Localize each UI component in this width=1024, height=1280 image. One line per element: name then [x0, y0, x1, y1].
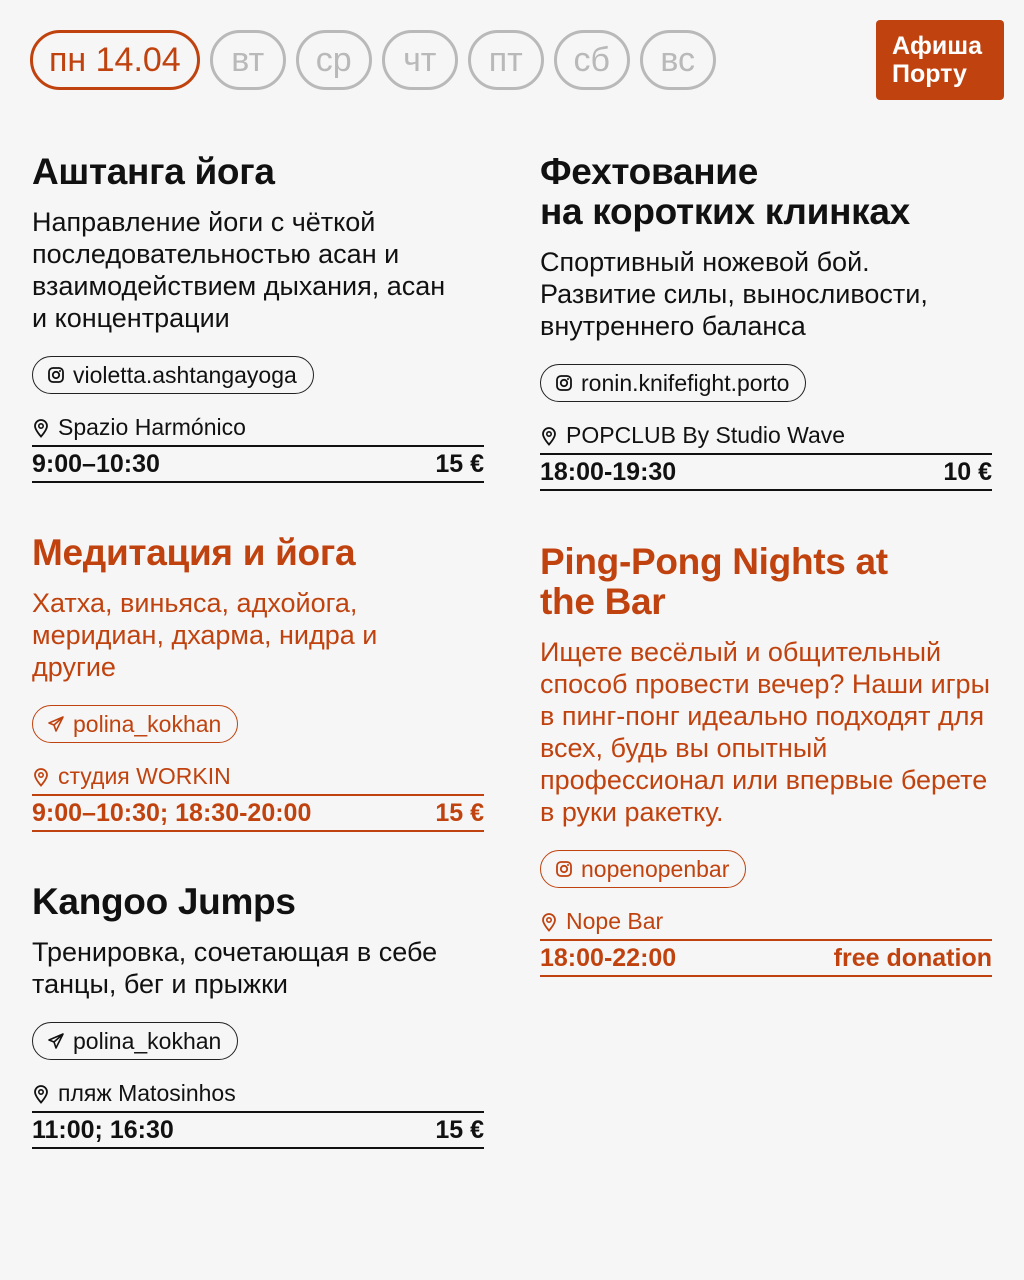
instagram-contact-link[interactable]	[540, 364, 806, 402]
event-time: 11:00; 16:30	[32, 1115, 174, 1144]
location-name: Spazio Harmónico	[58, 414, 246, 440]
day-tab-monday[interactable]: пн 14.04	[30, 30, 200, 90]
event-title: Аштанга йога	[32, 151, 275, 192]
event-location	[540, 422, 992, 449]
telegram-contact-link[interactable]	[32, 705, 238, 743]
location-name: POPCLUB By Studio Wave	[566, 422, 846, 448]
event-price: 15 €	[435, 1115, 484, 1144]
event-price: 10 €	[943, 457, 992, 486]
event-price: free donation	[833, 943, 992, 972]
day-tab-friday[interactable]: пт	[468, 30, 544, 90]
event-time: 9:00–10:30	[32, 449, 160, 478]
location-pin-icon	[32, 1084, 50, 1104]
contact-handle: polina_kokhan	[73, 1027, 222, 1054]
event-time: 18:00-19:30	[540, 457, 677, 486]
day-tab-saturday[interactable]: сб	[554, 30, 630, 90]
telegram-contact-link[interactable]	[32, 1022, 238, 1060]
event-location	[32, 1080, 484, 1107]
day-tab-tuesday[interactable]: вт	[210, 30, 286, 90]
event-location	[540, 908, 992, 935]
event-title-line2: на коротких клинках	[540, 191, 910, 232]
location-name: Nope Bar	[566, 908, 664, 934]
telegram-icon	[47, 715, 65, 733]
contact-handle: polina_kokhan	[73, 710, 222, 737]
instagram-contact-link[interactable]	[540, 850, 746, 888]
time-price-row	[32, 445, 484, 483]
location-pin-icon	[32, 418, 50, 438]
event-location	[32, 414, 484, 441]
contact-handle: violetta.ashtangayoga	[73, 361, 297, 388]
logo-line1: Афиша	[892, 32, 983, 60]
contact-handle: nopenopenbar	[581, 855, 730, 882]
event-price: 15 €	[435, 449, 484, 478]
time-price-row	[540, 453, 992, 491]
event-title: Ping-Pong Nights at the Bar	[540, 541, 888, 622]
instagram-icon	[47, 366, 65, 384]
event-card-ashtanga	[32, 152, 484, 483]
time-price-row	[32, 1111, 484, 1149]
event-description: Спортивный ножевой бой. Развитие силы, выносливости, внутреннего баланса	[540, 247, 928, 341]
event-description: Направление йоги с чёткой последовательностью асан и взаимодействием дыхания, асан и концентрации	[32, 207, 446, 333]
event-description: Тренировка, сочетающая в себе танцы, бег и прыжки	[32, 937, 438, 999]
time-price-row	[540, 939, 992, 977]
location-pin-icon	[540, 426, 558, 446]
time-price-row	[32, 794, 484, 832]
event-description: Ищете весёлый и общительный способ провести вечер? Наши игры в пинг-понг идеально подходят для всех, будь вы опытный профессионал или впервые берете в руки ракетку.	[540, 637, 990, 827]
event-title-line1: Фехтование	[540, 151, 758, 192]
event-card-kangoo	[32, 882, 484, 1149]
event-card-pingpong	[540, 542, 992, 977]
instagram-contact-link[interactable]	[32, 356, 314, 394]
telegram-icon	[47, 1032, 65, 1050]
logo-line2: Порту	[892, 60, 967, 88]
location-pin-icon	[540, 912, 558, 932]
instagram-icon	[555, 374, 573, 392]
instagram-icon	[555, 860, 573, 878]
event-title	[540, 152, 992, 232]
day-selector	[30, 30, 716, 90]
location-pin-icon	[32, 767, 50, 787]
event-title: Медитация и йога	[32, 532, 356, 573]
event-time: 9:00–10:30; 18:30-20:00	[32, 798, 312, 827]
logo	[876, 20, 1004, 100]
event-title: Kangoo Jumps	[32, 881, 296, 922]
event-card-meditation	[32, 533, 484, 832]
event-time: 18:00-22:00	[540, 943, 677, 972]
location-name: студия WORKIN	[58, 763, 231, 789]
event-card-fencing	[540, 152, 992, 491]
day-tab-sunday[interactable]: вс	[640, 30, 716, 90]
event-location	[32, 763, 484, 790]
day-tab-wednesday[interactable]: ср	[296, 30, 372, 90]
event-price: 15 €	[435, 798, 484, 827]
location-name: пляж Matosinhos	[58, 1080, 236, 1106]
event-description: Хатха, виньяса, адхойога, меридиан, дхарма, нидра и другие	[32, 588, 378, 682]
day-tab-thursday[interactable]: чт	[382, 30, 458, 90]
contact-handle: ronin.knifefight.porto	[581, 369, 790, 396]
